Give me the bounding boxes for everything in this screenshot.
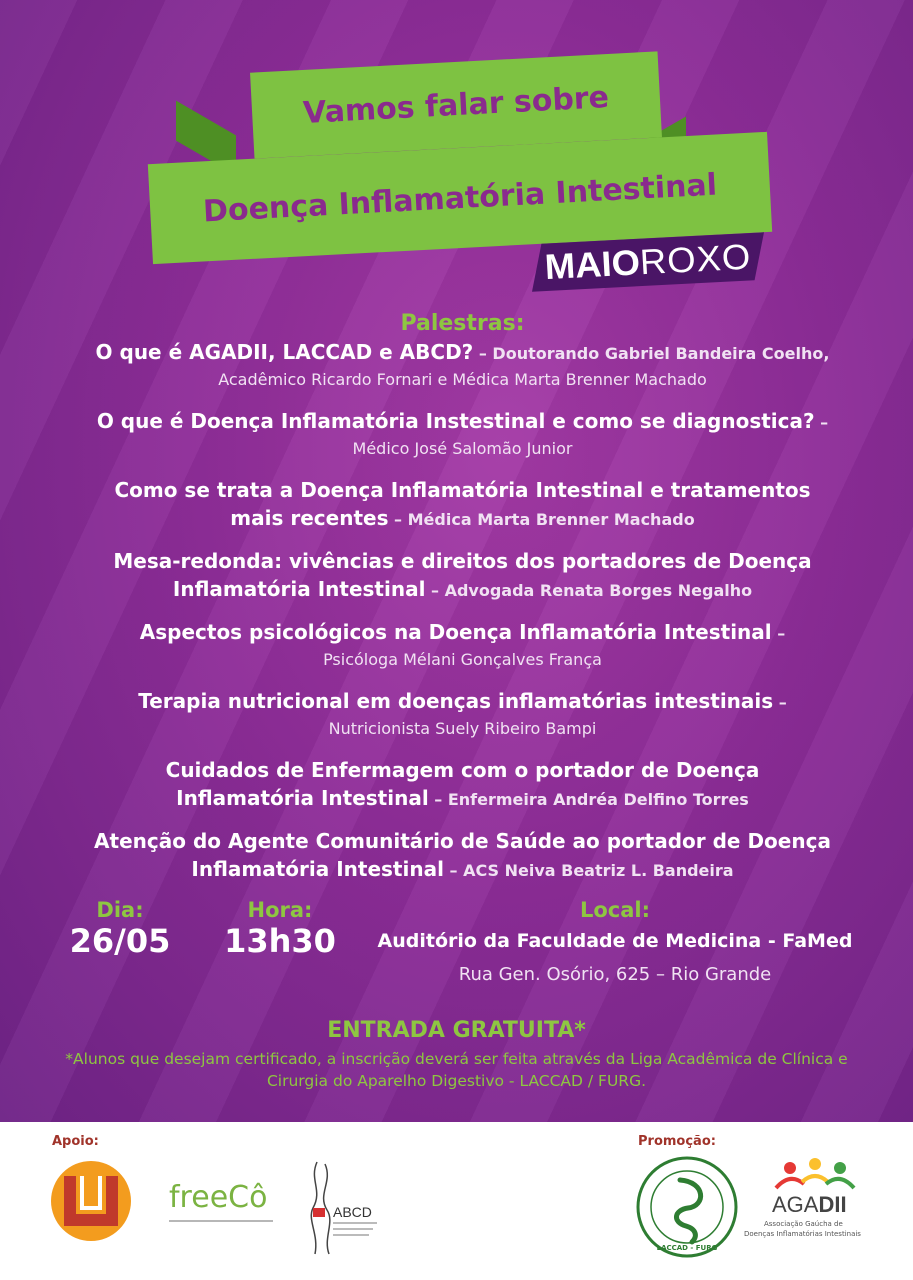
people-circle-icon	[770, 1158, 860, 1192]
talk-speaker-line2: Psicóloga Mélani Gonçalves França	[323, 650, 602, 669]
talk-title: O que é AGADII, LACCAD e ABCD?	[95, 340, 474, 364]
talk-title: Atenção do Agente Comunitário de Saúde ao portador de Doença	[94, 829, 831, 853]
talk-item	[40, 756, 885, 813]
talks-heading: Palestras:	[400, 311, 525, 336]
talk-speaker: –	[814, 413, 829, 432]
banner-line2: Doença Inflamatória Intestinal	[202, 167, 718, 229]
talk-speaker: – Enfermeira Andréa Delfino Torres	[428, 790, 749, 809]
talk-speaker-line2: Médico José Salomão Junior	[352, 439, 573, 458]
talk-speaker-line2: Nutricionista Suely Ribeiro Bampi	[328, 719, 597, 738]
university-logo-icon	[50, 1160, 132, 1242]
freeco-text: freeCô	[169, 1180, 268, 1215]
certificate-note: *Alunos que desejam certificado, a inscrição deverá ser feita através da Liga Acadêmica de Clínica e Cirurgia do Aparelho Digestivo - LACCAD / FURG.	[65, 1050, 848, 1090]
location-label: Local:	[579, 898, 651, 922]
maio-text: MAIO	[543, 241, 642, 288]
talk-title: Aspectos psicológicos na Doença Inflamatória Intestinal	[139, 620, 772, 644]
talk-item	[40, 618, 885, 673]
time-value: 13h30	[224, 922, 336, 960]
talk-title: Terapia nutricional em doenças inflamatórias intestinais	[138, 689, 774, 713]
date-value: 26/05	[69, 922, 171, 960]
roxo-text: ROXO	[638, 235, 753, 283]
talk-item	[40, 407, 885, 462]
free-entry-heading: ENTRADA GRATUITA*	[327, 1018, 586, 1043]
talk-item	[40, 547, 885, 604]
location-address: Rua Gen. Osório, 625 – Rio Grande	[458, 964, 772, 985]
svg-text:LACCAD - FURG: LACCAD - FURG	[656, 1244, 718, 1252]
talk-item	[40, 476, 885, 533]
freeco-logo	[165, 1178, 277, 1226]
talk-speaker: –	[771, 624, 786, 643]
talk-title: Cuidados de Enfermagem com o portador de Doença	[165, 758, 760, 782]
agadii-sub2: Doenças Inflamatórias Intestinais	[744, 1230, 861, 1238]
agadii-logo	[744, 1156, 870, 1246]
talk-title: Mesa-redonda: vivências e direitos dos portadores de Doença	[113, 549, 812, 573]
agadii-sub1: Associação Gaúcha de	[764, 1220, 843, 1228]
talk-title: O que é Doença Inflamatória Instestinal e como se diagnostica?	[96, 409, 815, 433]
talks-section	[40, 310, 885, 884]
date-label: Dia:	[96, 898, 144, 922]
banner-line1: Vamos falar sobre	[302, 79, 610, 131]
talk-title-line2: mais recentes	[230, 506, 389, 530]
talk-title-line2: Inflamatória Intestinal	[191, 857, 444, 881]
time-label: Hora:	[247, 898, 313, 922]
abcd-logo-icon	[303, 1160, 385, 1256]
talk-speaker: – ACS Neiva Beatriz L. Bandeira	[443, 861, 734, 880]
talk-title-line2: Inflamatória Intestinal	[176, 786, 429, 810]
svg-text:ABCD: ABCD	[333, 1204, 372, 1220]
agadii-dii: DII	[818, 1192, 847, 1217]
agadii-aga: AGA	[772, 1192, 819, 1217]
support-label: Apoio:	[52, 1134, 99, 1149]
talk-speaker: –	[773, 693, 787, 712]
talk-speaker: – Advogada Renata Borges Negalho	[425, 581, 753, 600]
talk-item	[40, 338, 885, 393]
location-venue: Auditório da Faculdade de Medicina - FaMed	[377, 930, 853, 952]
talk-speaker: – Médica Marta Brenner Machado	[388, 510, 695, 529]
talk-title-line2: Inflamatória Intestinal	[172, 577, 426, 601]
talk-speaker: – Doutorando Gabriel Bandeira Coelho,	[473, 344, 830, 363]
freeco-underline-icon	[169, 1220, 273, 1222]
laccad-logo-icon	[636, 1156, 738, 1258]
talk-item	[40, 827, 885, 884]
promotion-label: Promoção:	[638, 1134, 716, 1149]
talk-title: Como se trata a Doença Inflamatória Intestinal e tratamentos	[114, 478, 811, 502]
talk-item	[40, 687, 885, 742]
talk-speaker-line2: Acadêmico Ricardo Fornari e Médica Marta Brenner Machado	[218, 370, 707, 389]
